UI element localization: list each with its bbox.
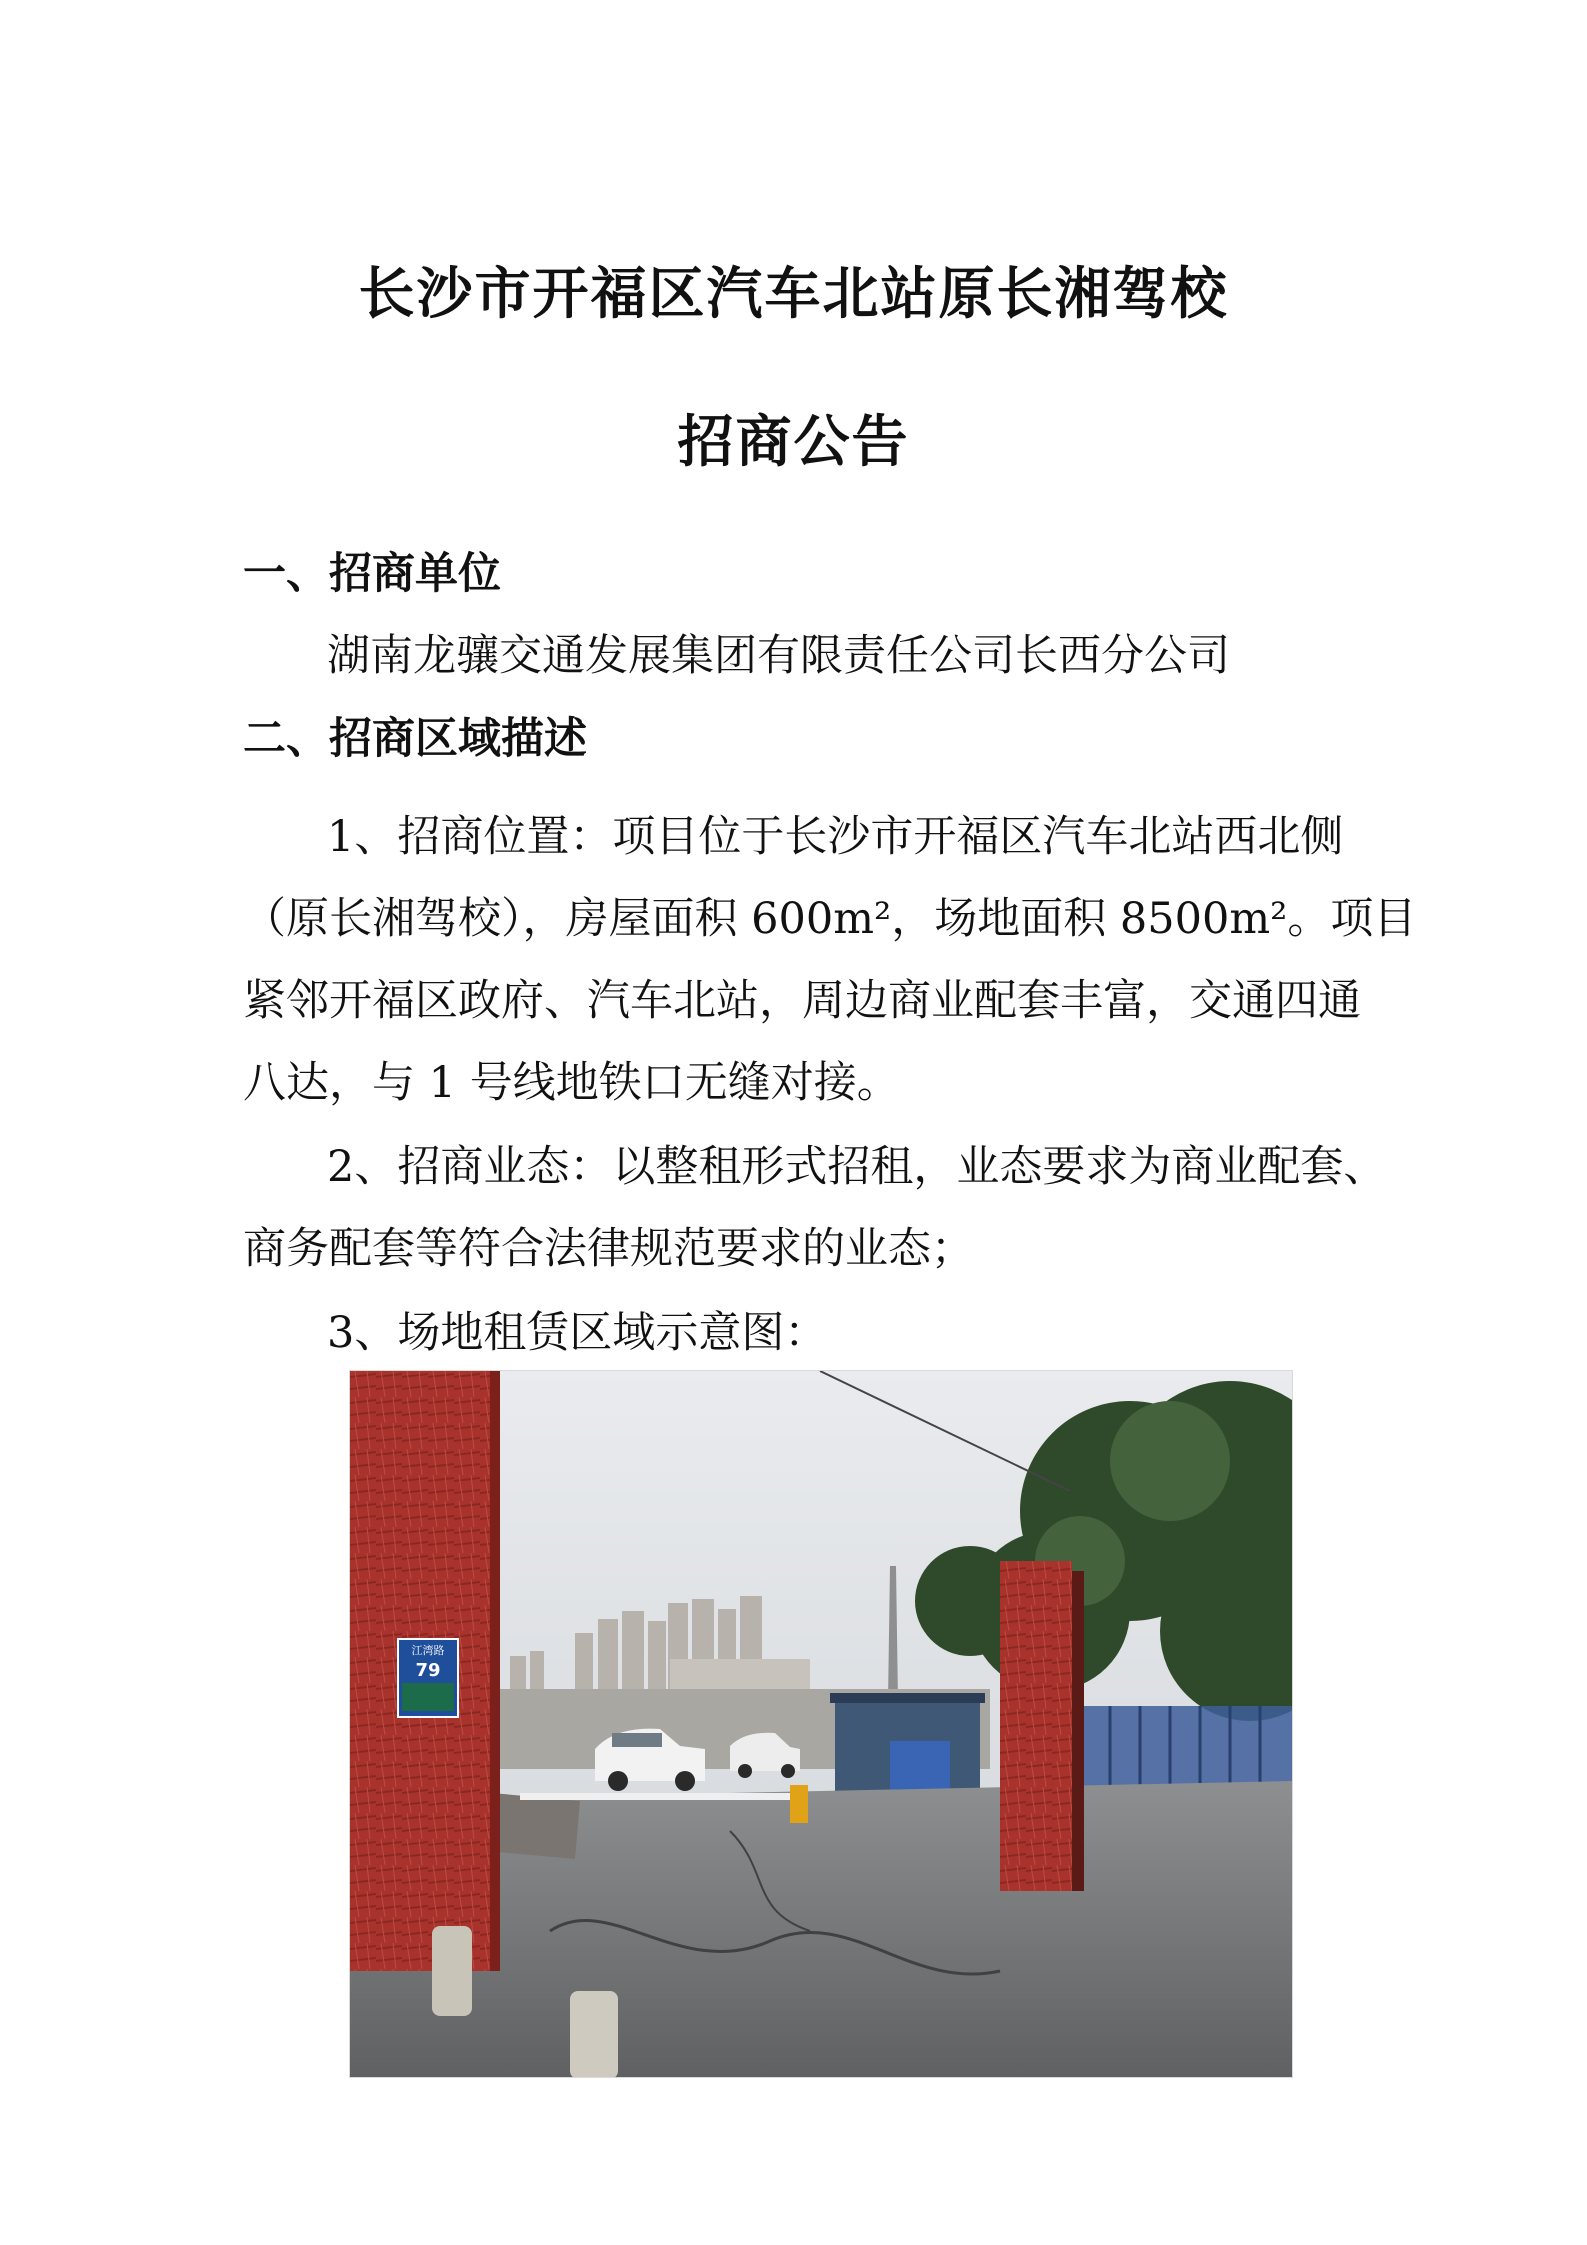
svg-text:江湾路: 江湾路 xyxy=(411,1644,445,1657)
item1-line: （原长湘驾校），房屋面积 600m²，场地面积 8500m²。项目 xyxy=(243,894,1417,944)
street-sign xyxy=(398,1639,458,1717)
item3-caption: 3、场地租赁区域示意图： xyxy=(327,1308,828,1358)
item1-line: 八达，与 1 号线地铁口无缝对接。 xyxy=(243,1058,900,1108)
page-title-line1: 长沙市开福区汽车北站原长湘驾校 xyxy=(358,261,1229,327)
page-title-line2: 招商公告 xyxy=(677,409,910,475)
item1-line: 1、招商位置：项目位于长沙市开福区汽车北站西北侧 xyxy=(327,812,1344,862)
item1-line: 紧邻开福区政府、汽车北站，周边商业配套丰富，交通四通 xyxy=(243,976,1361,1026)
section1-heading: 一、招商单位 xyxy=(243,549,501,599)
svg-text:79: 79 xyxy=(415,1660,441,1681)
item2-line: 商务配套等符合法律规范要求的业态； xyxy=(243,1224,974,1274)
item2-line: 2、招商业态：以整租形式招租，业态要求为商业配套、 xyxy=(327,1142,1387,1192)
company-name: 湖南龙骧交通发展集团有限责任公司长西分公司 xyxy=(327,631,1230,681)
section2-heading: 二、招商区域描述 xyxy=(243,714,587,764)
site-photo xyxy=(349,1370,1293,2078)
